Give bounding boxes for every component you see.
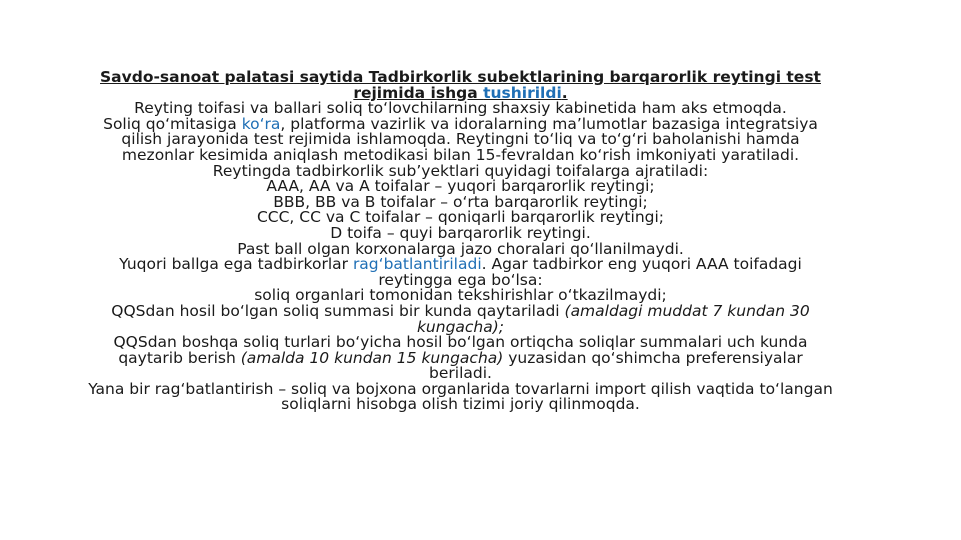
slide-text-body <box>88 70 833 413</box>
benefit-text: yuzasidan qo‘shimcha preferensiyalar beriladi. <box>429 348 803 383</box>
category-line-d: D toifa – quyi barqarorlik reytingi. <box>330 223 591 242</box>
paragraph-reyting-toifasi: Reyting toifasi va ballari soliq to‘lovchilarning shaxsiy kabinetida ham aks etmoqda. <box>134 99 787 118</box>
benefit-line-2 <box>88 301 833 336</box>
link-kora[interactable]: ko‘ra <box>241 114 281 133</box>
category-line-b: BBB, BB va B toifalar – o‘rta barqarorlik reytingi; <box>273 192 648 211</box>
benefit-italic-note: (amalda 10 kundan 15 kungacha) <box>240 348 504 367</box>
paragraph-jazo: Past ball olgan korxonalarga jazo choralari qo‘llanilmaydi. <box>237 239 684 258</box>
paragraph-toifalar-intro: Reytingda tadbirkorlik sub’yektlari quyidagi toifalarga ajratiladi: <box>212 161 709 180</box>
benefit-line-1: soliq organlari tomonidan tekshirishlar o‘tkazilmaydi; <box>254 286 667 305</box>
benefit-line-3 <box>88 335 833 382</box>
title-text: Savdo-sanoat palatasi saytida Tadbirkorlik subektlarining barqarorlik reytingi test rejimida ishga <box>100 68 821 102</box>
category-line-c: CCC, CC va C toifalar – qoniqarli barqarorlik reytingi; <box>256 208 665 227</box>
paragraph-text: . Agar tadbirkor eng yuqori AAA toifadagi reytingga ega bo‘lsa: <box>378 255 802 289</box>
benefit-italic-note: (amaldagi muddat 7 kundan 30 kungacha); <box>416 301 810 336</box>
paragraph-bojxona: Yana bir rag‘batlantirish – soliq va bojxona organlarida tovarlarni import qilish vaqtida to‘langan soliqlarni hisobga olish tizimi joriy qilinmoqda. <box>88 379 833 414</box>
title-link-tushirildi[interactable]: tushirildi <box>483 83 562 102</box>
benefit-text: QQSdan boshqa soliq turlari bo‘yicha hosil bo‘lgan ortiqcha soliqlar summalari uch kunda qaytarib berish <box>113 333 808 367</box>
benefit-text: QQSdan hosil bo‘lgan soliq summasi bir kunda qaytariladi <box>111 301 565 320</box>
category-line-a: AAA, AA va A toifalar – yuqori barqarorlik reytingi; <box>266 177 655 196</box>
link-ragbatlantiriladi[interactable]: rag‘batlantiriladi <box>352 255 482 274</box>
slide-title <box>88 70 833 101</box>
paragraph-text: Soliq qo‘mitasiga <box>103 114 242 133</box>
paragraph-ragbatlantirish <box>88 257 833 288</box>
paragraph-text: Yuqori ballga ega tadbirkorlar <box>119 255 353 274</box>
paragraph-soliq-qomitasi <box>88 114 833 164</box>
title-period: . <box>561 83 568 102</box>
paragraph-text: , platforma vazirlik va idoralarning ma’lumotlar bazasiga integratsiya qilish jarayonida test rejimida ishlamoqda. Reytingni to‘liq va to‘g‘ri baholanishi hamda mezonlar kesimida aniqlash metodikasi bilan 15-fevraldan ko‘rish imkoniyati yaratiladi. <box>121 114 818 164</box>
